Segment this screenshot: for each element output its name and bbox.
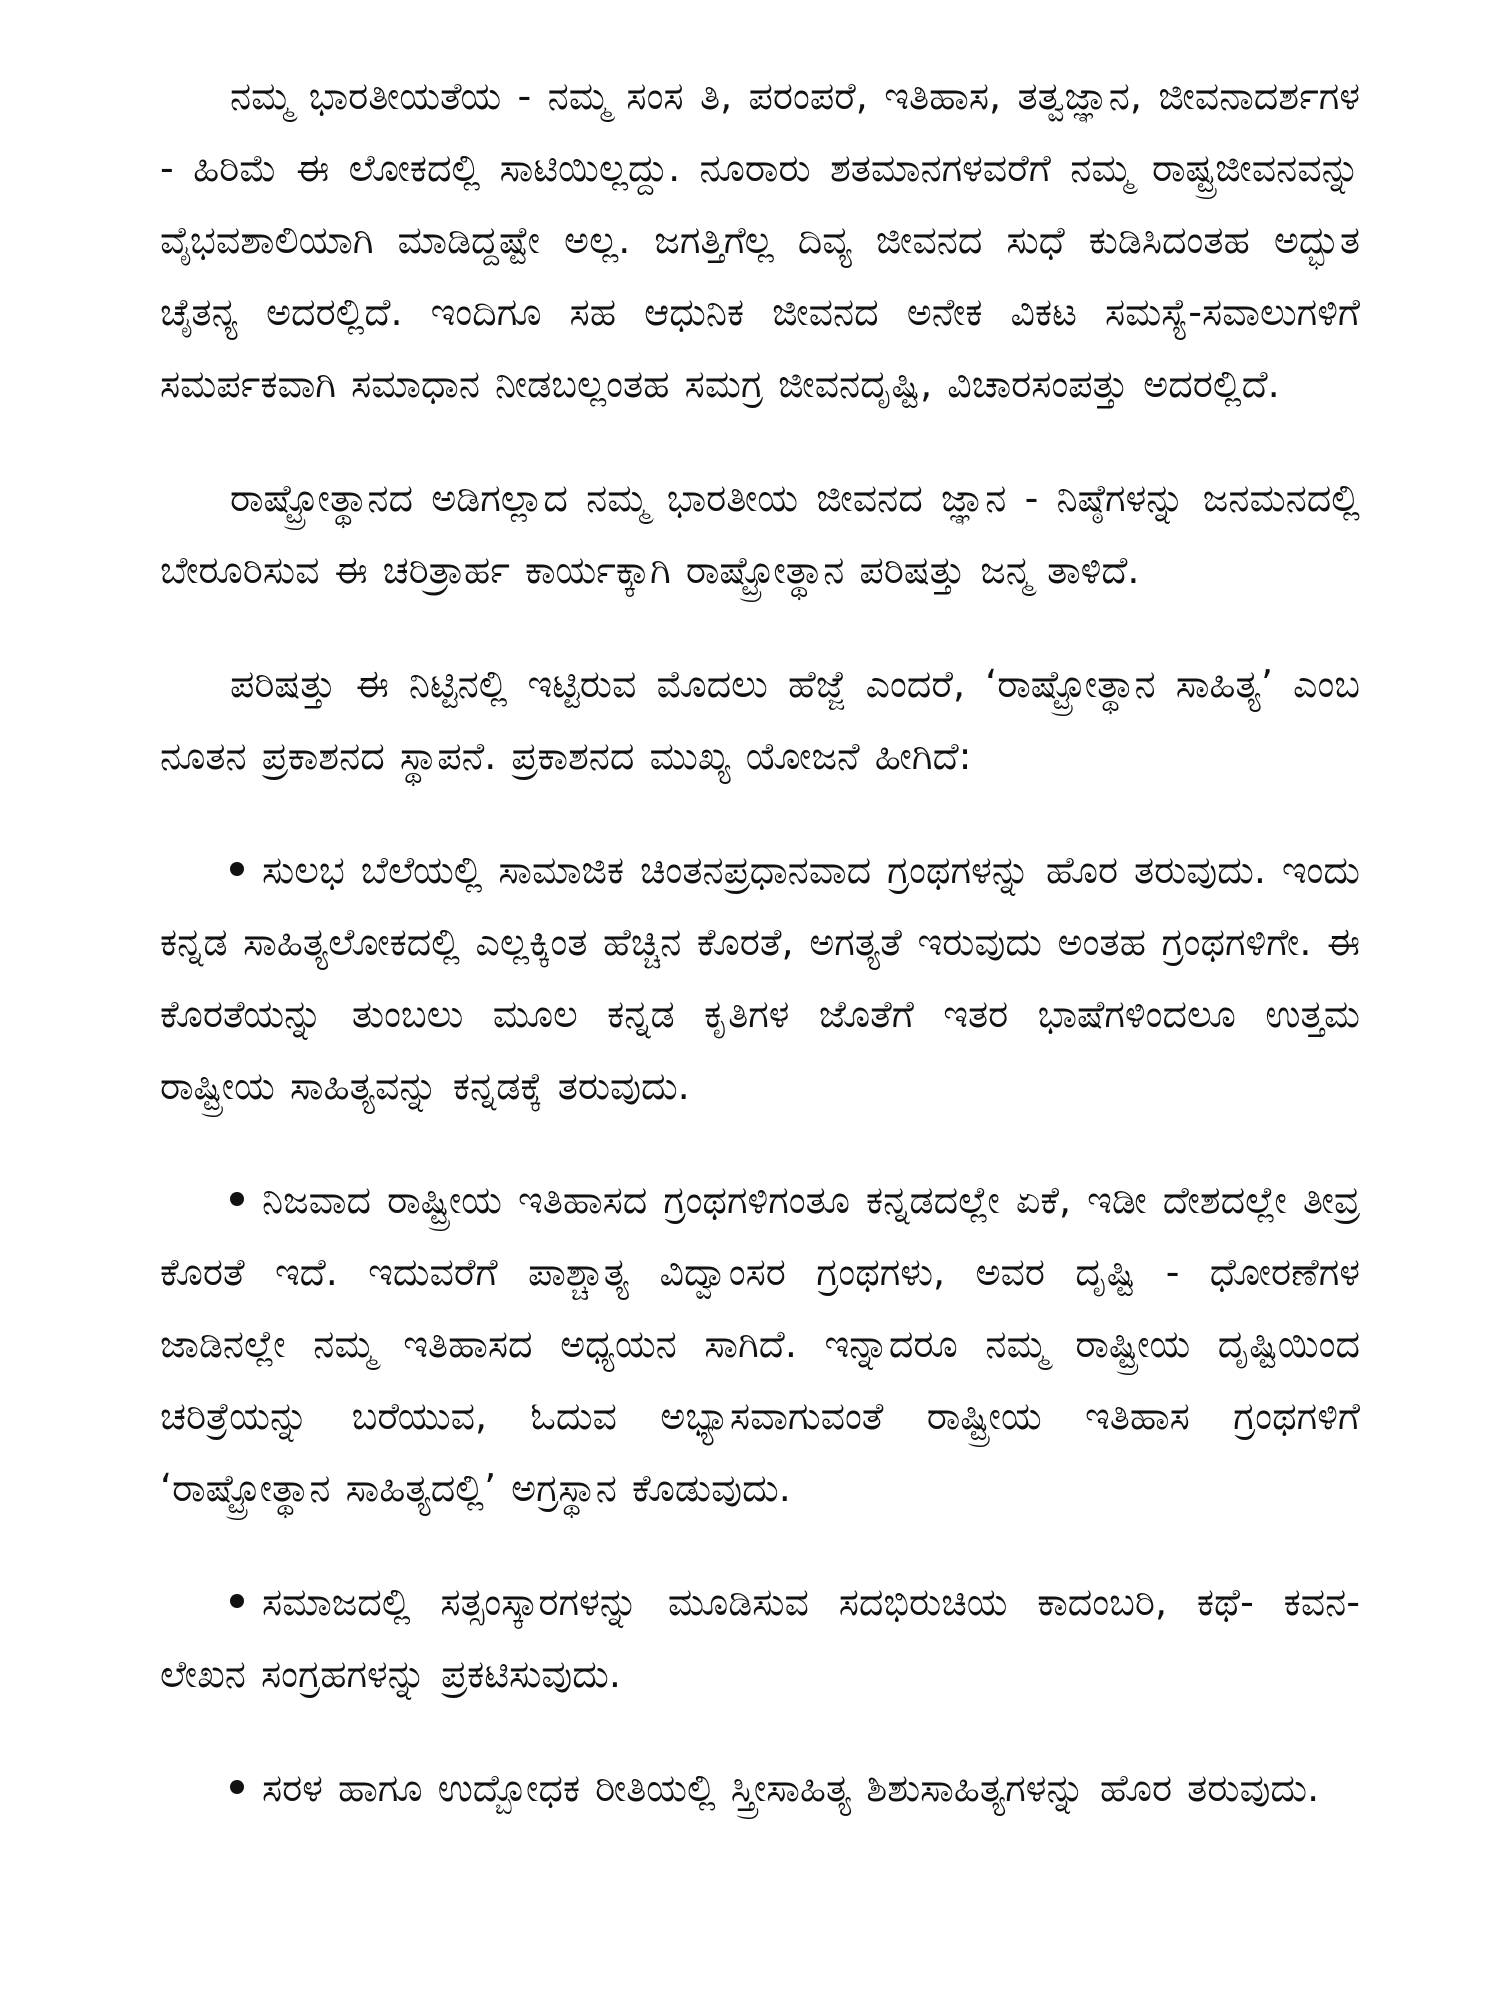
- bullet-item: [160, 1566, 1360, 1710]
- bullet-item: [160, 1164, 1360, 1524]
- bullet-icon: [230, 1780, 244, 1794]
- bullet-item: [160, 834, 1360, 1122]
- bullet-item: [160, 1752, 1360, 1824]
- paragraph-parishat-origin: ರಾಷ್ಟ್ರೋತ್ಥಾನದ ಅಡಿಗಲ್ಲಾದ ನಮ್ಮ ಭಾರತೀಯ ಜೀವನದ ಜ್ಞಾನ - ನಿಷ್ಠೆಗಳನ್ನು ಜನಮನದಲ್ಲಿ ಬೇರೂರಿಸುವ ಈ ಚರಿತ್ರಾರ್ಹ ಕಾರ್ಯಕ್ಕಾಗಿ ರಾಷ್ಟ್ರೋತ್ಥಾನ ಪರಿಷತ್ತು ಜನ್ಮ ತಾಳಿದೆ.: [160, 476, 1360, 592]
- bullet-text: ಸಮಾಜದಲ್ಲಿ ಸತ್ಸಂಸ್ಕಾರಗಳನ್ನು ಮೂಡಿಸುವ ಸದಭಿರುಚಿಯ ಕಾದಂಬರಿ, ಕಥೆ- ಕವನ- ಲೇಖನ ಸಂಗ್ರಹಗಳನ್ನು ಪ್ರಕಟಿಸುವುದು.: [160, 1580, 1360, 1696]
- bullet-text: ಸುಲಭ ಬೆಲೆಯಲ್ಲಿ ಸಾಮಾಜಿಕ ಚಿಂತನಪ್ರಧಾನವಾದ ಗ್ರಂಥಗಳನ್ನು ಹೊರ ತರುವುದು. ಇಂದು ಕನ್ನಡ ಸಾಹಿತ್ಯಲೋಕದಲ್ಲಿ ಎಲ್ಲಕ್ಕಿಂತ ಹೆಚ್ಚಿನ ಕೊರತೆ, ಅಗತ್ಯತೆ ಇರುವುದು ಅಂತಹ ಗ್ರಂಥಗಳಿಗೇ. ಈ ಕೊರತೆಯನ್ನು ತುಂಬಲು ಮೂಲ ಕನ್ನಡ ಕೃತಿಗಳ ಜೊತೆಗೆ ಇತರ ಭಾಷೆಗಳಿಂದಲೂ ಉತ್ತಮ ರಾಷ್ಟ್ರೀಯ ಸಾಹಿತ್ಯವನ್ನು ಕನ್ನಡಕ್ಕೆ ತರುವುದು.: [160, 848, 1360, 1108]
- bullet-text: ನಿಜವಾದ ರಾಷ್ಟ್ರೀಯ ಇತಿಹಾಸದ ಗ್ರಂಥಗಳಿಗಂತೂ ಕನ್ನಡದಲ್ಲೇ ಏಕೆ, ಇಡೀ ದೇಶದಲ್ಲೇ ತೀವ್ರ ಕೊರತೆ ಇದೆ. ಇದುವರೆಗೆ ಪಾಶ್ಚಾತ್ಯ ವಿದ್ವಾಂಸರ ಗ್ರಂಥಗಳು, ಅವರ ದೃಷ್ಟಿ - ಧೋರಣೆಗಳ ಜಾಡಿನಲ್ಲೇ ನಮ್ಮ ಇತಿಹಾಸದ ಅಧ್ಯಯನ ಸಾಗಿದೆ. ಇನ್ನಾದರೂ ನಮ್ಮ ರಾಷ್ಟ್ರೀಯ ದೃಷ್ಟಿಯಿಂದ ಚರಿತ್ರೆಯನ್ನು ಬರೆಯುವ, ಓದುವ ಅಭ್ಯಾಸವಾಗುವಂತೆ ರಾಷ್ಟ್ರೀಯ ಇತಿಹಾಸ ಗ್ರಂಥಗಳಿಗೆ ‘ರಾಷ್ಟ್ರೋತ್ಥಾನ ಸಾಹಿತ್ಯದಲ್ಲಿ’ ಅಗ್ರಸ್ಥಾನ ಕೊಡುವುದು.: [160, 1178, 1360, 1510]
- document-page: [160, 60, 1360, 1960]
- paragraph-heritage: ನಮ್ಮ ಭಾರತೀಯತೆಯ - ನಮ್ಮ ಸಂಸ ತಿ, ಪರಂಪರೆ, ಇತಿಹಾಸ, ತತ್ವಜ್ಞಾನ, ಜೀವನಾದರ್ಶಗಳ - ಹಿರಿಮೆ ಈ ಲೋಕದಲ್ಲಿ ಸಾಟಿಯಿಲ್ಲದ್ದು. ನೂರಾರು ಶತಮಾನಗಳವರೆಗೆ ನಮ್ಮ ರಾಷ್ಟ್ರಜೀವನವನ್ನು ವೈಭವಶಾಲಿಯಾಗಿ ಮಾಡಿದ್ದಷ್ಟೇ ಅಲ್ಲ. ಜಗತ್ತಿಗೆಲ್ಲ ದಿವ್ಯ ಜೀವನದ ಸುಧೆ ಕುಡಿಸಿದಂತಹ ಅದ್ಭುತ ಚೈತನ್ಯ ಅದರಲ್ಲಿದೆ. ಇಂದಿಗೂ ಸಹ ಆಧುನಿಕ ಜೀವನದ ಅನೇಕ ವಿಕಟ ಸಮಸ್ಯೆ-ಸವಾಲುಗಳಿಗೆ ಸಮರ್ಪಕವಾಗಿ ಸಮಾಧಾನ ನೀಡಬಲ್ಲಂತಹ ಸಮಗ್ರ ಜೀವನದೃಷ್ಟಿ, ವಿಚಾರಸಂಪತ್ತು ಅದರಲ್ಲಿದೆ.: [160, 74, 1360, 406]
- bullet-icon: [230, 1192, 244, 1206]
- bullet-icon: [230, 862, 244, 876]
- bullet-text: ಸರಳ ಹಾಗೂ ಉದ್ಬೋಧಕ ರೀತಿಯಲ್ಲಿ ಸ್ತ್ರೀಸಾಹಿತ್ಯ ಶಿಶುಸಾಹಿತ್ಯಗಳನ್ನು ಹೊರ ತರುವುದು.: [262, 1766, 1320, 1810]
- paragraph-first-step: ಪರಿಷತ್ತು ಈ ನಿಟ್ಟಿನಲ್ಲಿ ಇಟ್ಟಿರುವ ಮೊದಲು ಹೆಜ್ಜೆ ಎಂದರೆ, ‘ರಾಷ್ಟ್ರೋತ್ಥಾನ ಸಾಹಿತ್ಯ’ ಎಂಬ ನೂತನ ಪ್ರಕಾಶನದ ಸ್ಥಾಪನೆ. ಪ್ರಕಾಶನದ ಮುಖ್ಯ ಯೋಜನೆ ಹೀಗಿದೆ:: [160, 662, 1360, 778]
- bullet-icon: [230, 1594, 244, 1608]
